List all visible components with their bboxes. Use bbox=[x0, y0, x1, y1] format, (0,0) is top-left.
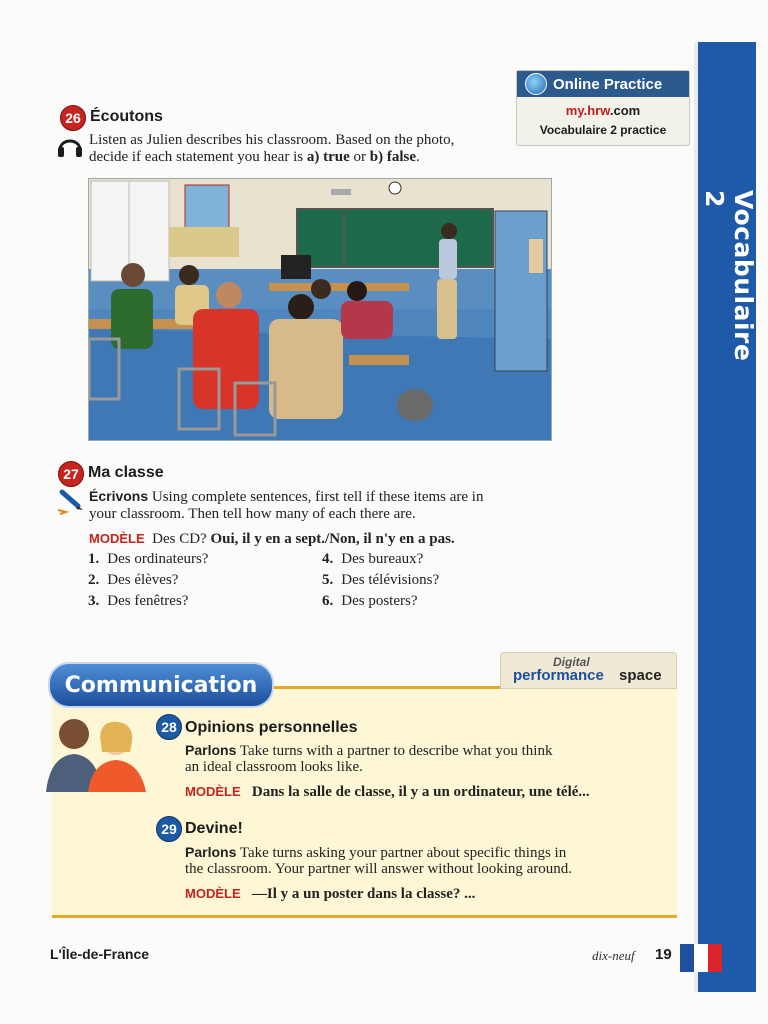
ex27-line2: your classroom. Then tell how many of each there are. bbox=[89, 506, 416, 522]
exercise-number-26: 26 bbox=[60, 105, 86, 131]
online-practice-header bbox=[517, 71, 689, 97]
list-item: 1. Des ordinateurs? bbox=[88, 551, 209, 567]
exercise-number-29: 29 bbox=[156, 816, 182, 842]
list-item: 2. Des élèves? bbox=[88, 572, 179, 588]
list-item: 6. Des posters? bbox=[322, 593, 418, 609]
pencil-icon bbox=[56, 488, 86, 516]
list-item: 3. Des fenêtres? bbox=[88, 593, 189, 609]
footer-region-label: L'Île-de-France bbox=[50, 946, 150, 962]
french-flag-icon bbox=[680, 944, 722, 972]
exercise-title-ma-classe: Ma classe bbox=[88, 464, 164, 481]
chapter-side-title: Vocabulaire 2 bbox=[700, 190, 758, 362]
communication-banner: Communication bbox=[48, 662, 274, 708]
panel-bottom-rule bbox=[52, 915, 677, 918]
list-item: 5. Des télévisions? bbox=[322, 572, 440, 588]
ex27-modele: MODÈLE Des CD? Oui, il y en a sept./Non, il n'y en a pas. bbox=[89, 531, 455, 547]
exercise-title-opinions: Opinions personnelles bbox=[185, 719, 358, 736]
students-photo bbox=[36, 712, 148, 792]
ex28-line1: Parlons Take turns with a partner to describe what you think bbox=[185, 742, 553, 759]
ex29-line2: the classroom. Your partner will answer without looking around. bbox=[185, 861, 573, 877]
digital-performance-space-badge[interactable]: Digital performance space bbox=[500, 652, 677, 689]
footer-page-word: dix-neuf bbox=[592, 948, 635, 963]
online-practice-box[interactable] bbox=[516, 70, 690, 146]
exercise-number-27: 27 bbox=[58, 461, 84, 487]
online-practice-url[interactable]: my.hrw.com bbox=[565, 103, 641, 118]
page-number: 19 bbox=[655, 946, 672, 963]
exercise-title-devine: Devine! bbox=[185, 820, 243, 837]
classroom-photo bbox=[88, 178, 552, 441]
ex28-line2: an ideal classroom looks like. bbox=[185, 759, 363, 775]
exercise-number-28: 28 bbox=[156, 714, 182, 740]
list-item: 4. Des bureaux? bbox=[322, 551, 424, 567]
side-band bbox=[694, 42, 756, 992]
online-practice-subtitle: Vocabulaire 2 practice bbox=[539, 123, 667, 137]
ex28-modele: MODÈLE Dans la salle de classe, il y a un ordinateur, une télé... bbox=[185, 784, 590, 800]
headphones-icon bbox=[56, 132, 84, 158]
ex27-line1: Écrivons Using complete sentences, first tell if these items are in bbox=[89, 488, 484, 505]
ex29-line1: Parlons Take turns asking your partner about specific things in bbox=[185, 844, 567, 861]
ex26-line2: decide if each statement you hear is a) true or b) false. bbox=[89, 149, 420, 165]
online-practice-heading: Online Practice bbox=[553, 75, 663, 93]
exercise-title-ecoutons: Écoutons bbox=[90, 108, 163, 125]
ex26-line1: Listen as Julien describes his classroom. Based on the photo, bbox=[89, 132, 455, 148]
ex29-modele: MODÈLE —Il y a un poster dans la classe? ... bbox=[185, 886, 476, 902]
globe-icon bbox=[525, 73, 547, 95]
